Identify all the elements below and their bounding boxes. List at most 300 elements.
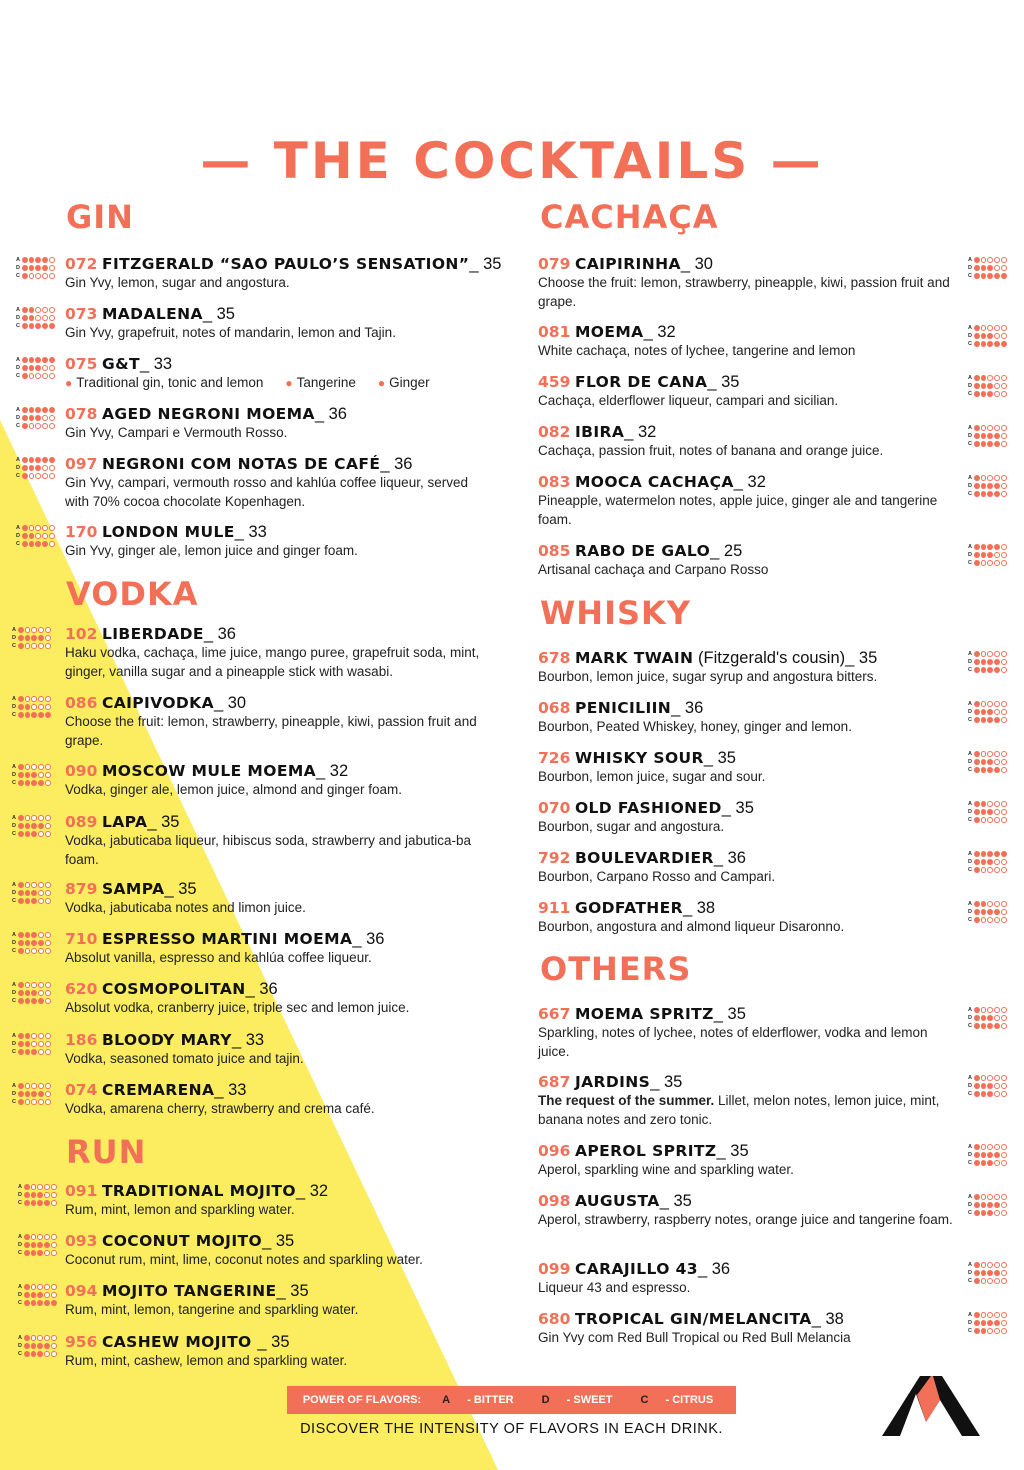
flavor-letter: A xyxy=(968,425,972,431)
menu-item xyxy=(538,1142,953,1180)
flavor-letter: A xyxy=(12,696,16,702)
item-heading xyxy=(65,880,490,899)
item-description-text: Bourbon, Carpano Rosso and Campari. xyxy=(538,869,776,884)
item-code: 170 xyxy=(65,523,98,541)
flavor-dot xyxy=(974,667,980,673)
flavor-dot xyxy=(44,1184,50,1190)
flavor-dot xyxy=(31,1284,37,1290)
flavor-dot xyxy=(974,709,980,715)
flavor-dot xyxy=(987,1144,993,1150)
flavor-letter: A xyxy=(968,257,972,263)
flavor-dot xyxy=(38,982,44,988)
flavor-dot xyxy=(35,257,41,263)
item-price: _ 35 xyxy=(257,1333,290,1351)
flavor-intensity-icon xyxy=(968,900,1008,924)
item-price: _ 35 xyxy=(147,813,180,831)
flavor-row xyxy=(968,1319,1008,1327)
flavor-dot xyxy=(1001,751,1007,757)
flavor-dot xyxy=(38,890,44,896)
flavor-letter: C xyxy=(968,391,972,397)
item-description xyxy=(65,781,490,800)
item-code: 091 xyxy=(65,1182,98,1200)
flavor-dot xyxy=(24,1242,30,1248)
flavor-dot xyxy=(994,1083,1000,1089)
flavor-dot xyxy=(18,1091,24,1097)
flavor-dot xyxy=(1001,1262,1007,1268)
flavor-intensity-icon xyxy=(16,356,56,380)
menu-item xyxy=(538,1260,953,1298)
bullet-dot-icon: ● xyxy=(285,376,293,390)
flavor-dot xyxy=(1001,1202,1007,1208)
menu-item xyxy=(538,1073,953,1129)
flavor-dot xyxy=(987,1328,993,1334)
flavor-row xyxy=(968,1006,1008,1014)
flavor-dot xyxy=(974,1194,980,1200)
item-heading xyxy=(65,1182,490,1201)
flavor-letter: D xyxy=(16,465,20,471)
flavor-dot xyxy=(987,1007,993,1013)
flavor-letter: C xyxy=(16,473,20,479)
flavor-dot xyxy=(1001,1270,1007,1276)
flavor-dot xyxy=(1001,759,1007,765)
flavor-dot xyxy=(45,1033,51,1039)
flavor-dot xyxy=(35,407,41,413)
flavor-row xyxy=(16,472,56,480)
flavor-dot xyxy=(981,909,987,915)
flavor-dot xyxy=(51,1300,57,1306)
flavor-intensity-icon xyxy=(16,306,56,330)
item-description-text: Gin Yvy com Red Bull Tropical ou Red Bull Melancia xyxy=(538,1330,851,1345)
flavor-letter: C xyxy=(18,1200,22,1206)
flavor-dot xyxy=(42,533,48,539)
flavor-dot xyxy=(31,780,37,786)
flavor-row xyxy=(16,422,56,430)
flavor-dot xyxy=(1001,1312,1007,1318)
flavor-dot xyxy=(31,998,37,1004)
item-description xyxy=(65,999,490,1018)
flavor-dot xyxy=(1001,1023,1007,1029)
flavor-dot xyxy=(994,325,1000,331)
item-heading xyxy=(538,799,953,818)
item-name: CAIPIRINHA xyxy=(574,255,681,273)
flavor-intensity-icon xyxy=(12,763,52,787)
item-description xyxy=(65,542,490,561)
item-description xyxy=(65,274,490,293)
item-description xyxy=(538,818,953,837)
flavor-dot xyxy=(29,541,35,547)
flavor-dot xyxy=(29,525,35,531)
flavor-row xyxy=(968,482,1008,490)
item-description xyxy=(538,668,953,687)
flavor-row xyxy=(18,1291,58,1299)
flavor-intensity-icon xyxy=(968,256,1008,280)
flavor-row xyxy=(18,1334,58,1342)
flavor-dot xyxy=(994,767,1000,773)
item-description-text: Choose the fruit: lemon, strawberry, pineapple, kiwi, passion fruit and grape. xyxy=(65,714,477,748)
flavor-letter: C xyxy=(12,712,16,718)
flavor-dot xyxy=(35,315,41,321)
flavor-dot xyxy=(987,1202,993,1208)
flavor-dot xyxy=(45,882,51,888)
flavor-dot xyxy=(18,948,24,954)
flavor-dot xyxy=(987,817,993,823)
menu-item xyxy=(65,405,490,443)
flavor-intensity-icon xyxy=(12,1032,52,1056)
menu-item xyxy=(538,255,953,311)
flavor-letter: A xyxy=(968,544,972,550)
flavor-dot xyxy=(981,1312,987,1318)
flavor-letter: A xyxy=(968,651,972,657)
flavor-dot xyxy=(42,265,48,271)
flavor-letter: C xyxy=(968,441,972,447)
item-heading xyxy=(65,305,490,324)
flavor-dot xyxy=(31,815,37,821)
item-name: TROPICAL GIN/MELANCITA xyxy=(574,1310,812,1328)
flavor-letter: C xyxy=(968,667,972,673)
item-heading xyxy=(538,1073,953,1092)
flavor-dot xyxy=(29,473,35,479)
flavor-dot xyxy=(42,525,48,531)
flavor-dot xyxy=(44,1250,50,1256)
flavor-intensity-icon xyxy=(968,750,1008,774)
flavor-dot xyxy=(974,552,980,558)
flavor-intensity-icon xyxy=(12,814,52,838)
flavor-letter: D xyxy=(12,890,16,896)
flavor-dot xyxy=(994,1270,1000,1276)
flavor-dot xyxy=(981,759,987,765)
flavor-row xyxy=(968,1143,1008,1151)
flavor-dot xyxy=(987,1152,993,1158)
flavor-dot xyxy=(45,898,51,904)
flavor-letter: A xyxy=(16,407,20,413)
flavor-row xyxy=(12,897,52,905)
section-title-others: OTHERS xyxy=(540,950,692,988)
flavor-dot xyxy=(994,851,1000,857)
flavor-dot xyxy=(974,265,980,271)
flavor-dot xyxy=(994,375,1000,381)
item-name: CREMARENA xyxy=(101,1081,215,1099)
flavor-dot xyxy=(981,257,987,263)
flavor-dot xyxy=(22,257,28,263)
flavor-dot xyxy=(981,475,987,481)
item-option-label: Tangerine xyxy=(296,375,356,390)
flavor-dot xyxy=(994,667,1000,673)
flavor-dot xyxy=(49,525,55,531)
item-heading xyxy=(65,455,490,474)
legend-d-letter: D xyxy=(541,1394,550,1406)
flavor-dot xyxy=(1001,560,1007,566)
flavor-dot xyxy=(981,1270,987,1276)
flavor-dot xyxy=(25,948,31,954)
flavor-dot xyxy=(49,357,55,363)
legend-label: POWER OF FLAVORS: xyxy=(302,1394,422,1406)
flavor-dot xyxy=(974,325,980,331)
flavor-dot xyxy=(974,917,980,923)
flavor-row xyxy=(968,858,1008,866)
item-price: _ 36 xyxy=(697,1260,731,1278)
item-price: _ 32 xyxy=(295,1182,329,1200)
flavor-letter: D xyxy=(18,1292,22,1298)
flavor-row xyxy=(16,322,56,330)
item-name: CARAJILLO 43 xyxy=(574,1260,698,1278)
flavor-intensity-icon xyxy=(968,543,1008,567)
flavor-dot xyxy=(42,465,48,471)
flavor-letter: C xyxy=(16,423,20,429)
flavor-dot xyxy=(45,780,51,786)
flavor-dot xyxy=(45,1083,51,1089)
flavor-dot xyxy=(38,898,44,904)
flavor-dot xyxy=(1001,917,1007,923)
flavor-dot xyxy=(994,1023,1000,1029)
flavor-dot xyxy=(1001,441,1007,447)
flavor-dot xyxy=(44,1234,50,1240)
flavor-dot xyxy=(25,932,31,938)
flavor-dot xyxy=(31,696,37,702)
flavor-dot xyxy=(981,1262,987,1268)
item-option xyxy=(65,375,263,390)
flavor-dot xyxy=(51,1200,57,1206)
item-description xyxy=(538,342,953,361)
item-description xyxy=(65,1050,490,1069)
flavor-dot xyxy=(31,643,37,649)
flavor-dot xyxy=(42,273,48,279)
flavor-dot xyxy=(974,273,980,279)
flavor-letter: A xyxy=(12,932,16,938)
item-code: 911 xyxy=(538,899,571,917)
flavor-row xyxy=(968,900,1008,908)
flavor-dot xyxy=(994,751,1000,757)
flavor-dot xyxy=(974,1202,980,1208)
flavor-row xyxy=(12,889,52,897)
flavor-dot xyxy=(35,415,41,421)
flavor-dot xyxy=(994,717,1000,723)
item-heading xyxy=(65,930,490,949)
flavor-dot xyxy=(44,1200,50,1206)
section-title-vodka: VODKA xyxy=(66,575,199,613)
flavor-dot xyxy=(987,1023,993,1029)
flavor-dot xyxy=(1001,1007,1007,1013)
flavor-row xyxy=(968,256,1008,264)
flavor-row xyxy=(16,272,56,280)
item-description xyxy=(538,768,953,787)
flavor-dot xyxy=(38,1091,44,1097)
flavor-dot xyxy=(987,1083,993,1089)
flavor-dot xyxy=(18,1049,24,1055)
item-description xyxy=(538,1161,953,1180)
footer-tagline: DISCOVER THE INTENSITY OF FLAVORS IN EACH DRINK. xyxy=(300,1421,723,1437)
flavor-row xyxy=(16,414,56,422)
flavor-letter: C xyxy=(12,831,16,837)
flavor-dot xyxy=(24,1250,30,1256)
flavor-dot xyxy=(974,1083,980,1089)
flavor-dot xyxy=(981,375,987,381)
flavor-dot xyxy=(974,759,980,765)
flavor-letter: A xyxy=(968,1007,972,1013)
item-name: NEGRONI COM NOTAS DE CAFÉ xyxy=(101,455,381,473)
flavor-dot xyxy=(38,643,44,649)
flavor-dot xyxy=(994,709,1000,715)
flavor-dot xyxy=(24,1200,30,1206)
flavor-dot xyxy=(987,701,993,707)
flavor-dot xyxy=(974,1152,980,1158)
flavor-dot xyxy=(1001,265,1007,271)
flavor-letter: D xyxy=(12,940,16,946)
flavor-letter: C xyxy=(16,273,20,279)
flavor-dot xyxy=(994,701,1000,707)
flavor-dot xyxy=(1001,325,1007,331)
item-name: APEROL SPRITZ xyxy=(574,1142,717,1160)
flavor-letter: D xyxy=(968,1320,972,1326)
item-description xyxy=(538,918,953,937)
flavor-dot xyxy=(981,1152,987,1158)
item-description xyxy=(65,324,490,343)
flavor-dot xyxy=(25,643,31,649)
item-code: 075 xyxy=(65,355,98,373)
flavor-dot xyxy=(981,265,987,271)
flavor-dot xyxy=(1001,273,1007,279)
flavor-row xyxy=(16,356,56,364)
menu-item xyxy=(65,625,490,681)
item-price: _ 32 xyxy=(643,323,676,341)
flavor-letter: D xyxy=(968,759,972,765)
item-price: _ 32 xyxy=(316,762,349,780)
item-heading xyxy=(538,423,953,442)
flavor-row xyxy=(968,700,1008,708)
flavor-row xyxy=(968,716,1008,724)
flavor-dot xyxy=(1001,717,1007,723)
item-description-text: Pineapple, watermelon notes, apple juice, ginger ale and tangerine foam. xyxy=(538,493,938,527)
legend-a-text: - BITTER xyxy=(467,1394,514,1406)
item-description xyxy=(65,1201,490,1220)
item-description xyxy=(65,949,490,968)
flavor-letter: D xyxy=(968,552,972,558)
item-price: _ 35 xyxy=(703,749,736,767)
item-description-text: Rum, mint, lemon, tangerine and sparkling water. xyxy=(65,1302,359,1317)
flavor-dot xyxy=(974,851,980,857)
flavor-dot xyxy=(994,341,1000,347)
flavor-dot xyxy=(974,391,980,397)
item-description xyxy=(538,1024,953,1061)
flavor-dot xyxy=(974,909,980,915)
item-heading xyxy=(538,1005,953,1024)
flavor-letter: A xyxy=(968,375,972,381)
flavor-dot xyxy=(29,315,35,321)
flavor-dot xyxy=(22,457,28,463)
flavor-letter: A xyxy=(968,751,972,757)
item-code: 078 xyxy=(65,405,98,423)
item-price: _ 36 xyxy=(245,980,278,998)
flavor-letter: A xyxy=(12,982,16,988)
flavor-dot xyxy=(45,823,51,829)
item-price: _ 36 xyxy=(203,625,236,643)
flavor-dot xyxy=(974,701,980,707)
flavor-dot xyxy=(31,704,37,710)
flavor-dot xyxy=(35,357,41,363)
flavor-legend xyxy=(287,1386,736,1414)
flavor-dot xyxy=(29,357,35,363)
flavor-dot xyxy=(981,1091,987,1097)
flavor-letter: C xyxy=(12,898,16,904)
flavor-dot xyxy=(1001,333,1007,339)
flavor-dot xyxy=(29,323,35,329)
flavor-row xyxy=(968,1269,1008,1277)
flavor-dot xyxy=(987,333,993,339)
flavor-row xyxy=(12,931,52,939)
flavor-dot xyxy=(31,831,37,837)
flavor-dot xyxy=(45,643,51,649)
flavor-dot xyxy=(29,265,35,271)
flavor-dot xyxy=(994,1160,1000,1166)
flavor-dot xyxy=(981,817,987,823)
menu-item xyxy=(65,255,502,293)
flavor-dot xyxy=(25,815,31,821)
flavor-intensity-icon xyxy=(968,1193,1008,1217)
flavor-dot xyxy=(974,560,980,566)
flavor-dot xyxy=(987,709,993,715)
flavor-row xyxy=(968,850,1008,858)
flavor-dot xyxy=(35,541,41,547)
flavor-dot xyxy=(974,1144,980,1150)
flavor-dot xyxy=(31,1049,37,1055)
flavor-intensity-icon xyxy=(12,626,52,650)
flavor-dot xyxy=(18,898,24,904)
flavor-dot xyxy=(994,441,1000,447)
flavor-letter: A xyxy=(16,257,20,263)
flavor-dot xyxy=(49,415,55,421)
flavor-row xyxy=(16,524,56,532)
item-description xyxy=(65,424,490,443)
flavor-dot xyxy=(974,901,980,907)
flavor-dot xyxy=(18,1083,24,1089)
flavor-dot xyxy=(31,1343,37,1349)
flavor-letter: D xyxy=(16,315,20,321)
flavor-letter: D xyxy=(968,809,972,815)
flavor-row xyxy=(968,1277,1008,1285)
flavor-intensity-icon xyxy=(968,700,1008,724)
item-heading xyxy=(538,849,953,868)
menu-item xyxy=(65,523,490,561)
flavor-dot xyxy=(45,1049,51,1055)
flavor-dot xyxy=(18,1041,24,1047)
flavor-row xyxy=(18,1283,58,1291)
flavor-dot xyxy=(994,333,1000,339)
flavor-dot xyxy=(994,1091,1000,1097)
flavor-intensity-icon xyxy=(968,1261,1008,1285)
flavor-row xyxy=(18,1249,58,1257)
flavor-row xyxy=(968,272,1008,280)
flavor-dot xyxy=(987,1091,993,1097)
flavor-row xyxy=(12,997,52,1005)
flavor-dot xyxy=(35,273,41,279)
flavor-row xyxy=(16,464,56,472)
item-name: ESPRESSO MARTINI MOEMA xyxy=(101,930,353,948)
item-description xyxy=(65,1100,490,1119)
flavor-dot xyxy=(987,560,993,566)
item-code: 089 xyxy=(65,813,98,831)
item-description xyxy=(65,644,490,681)
flavor-row xyxy=(968,324,1008,332)
item-name: COCONUT MOJITO xyxy=(101,1232,263,1250)
item-code: 093 xyxy=(65,1232,98,1250)
flavor-dot xyxy=(981,1023,987,1029)
flavor-dot xyxy=(49,365,55,371)
flavor-letter: C xyxy=(12,1099,16,1105)
item-name: BOULEVARDIER xyxy=(574,849,714,867)
flavor-dot xyxy=(987,483,993,489)
flavor-dot xyxy=(1001,1091,1007,1097)
flavor-letter: D xyxy=(968,265,972,271)
flavor-dot xyxy=(38,815,44,821)
